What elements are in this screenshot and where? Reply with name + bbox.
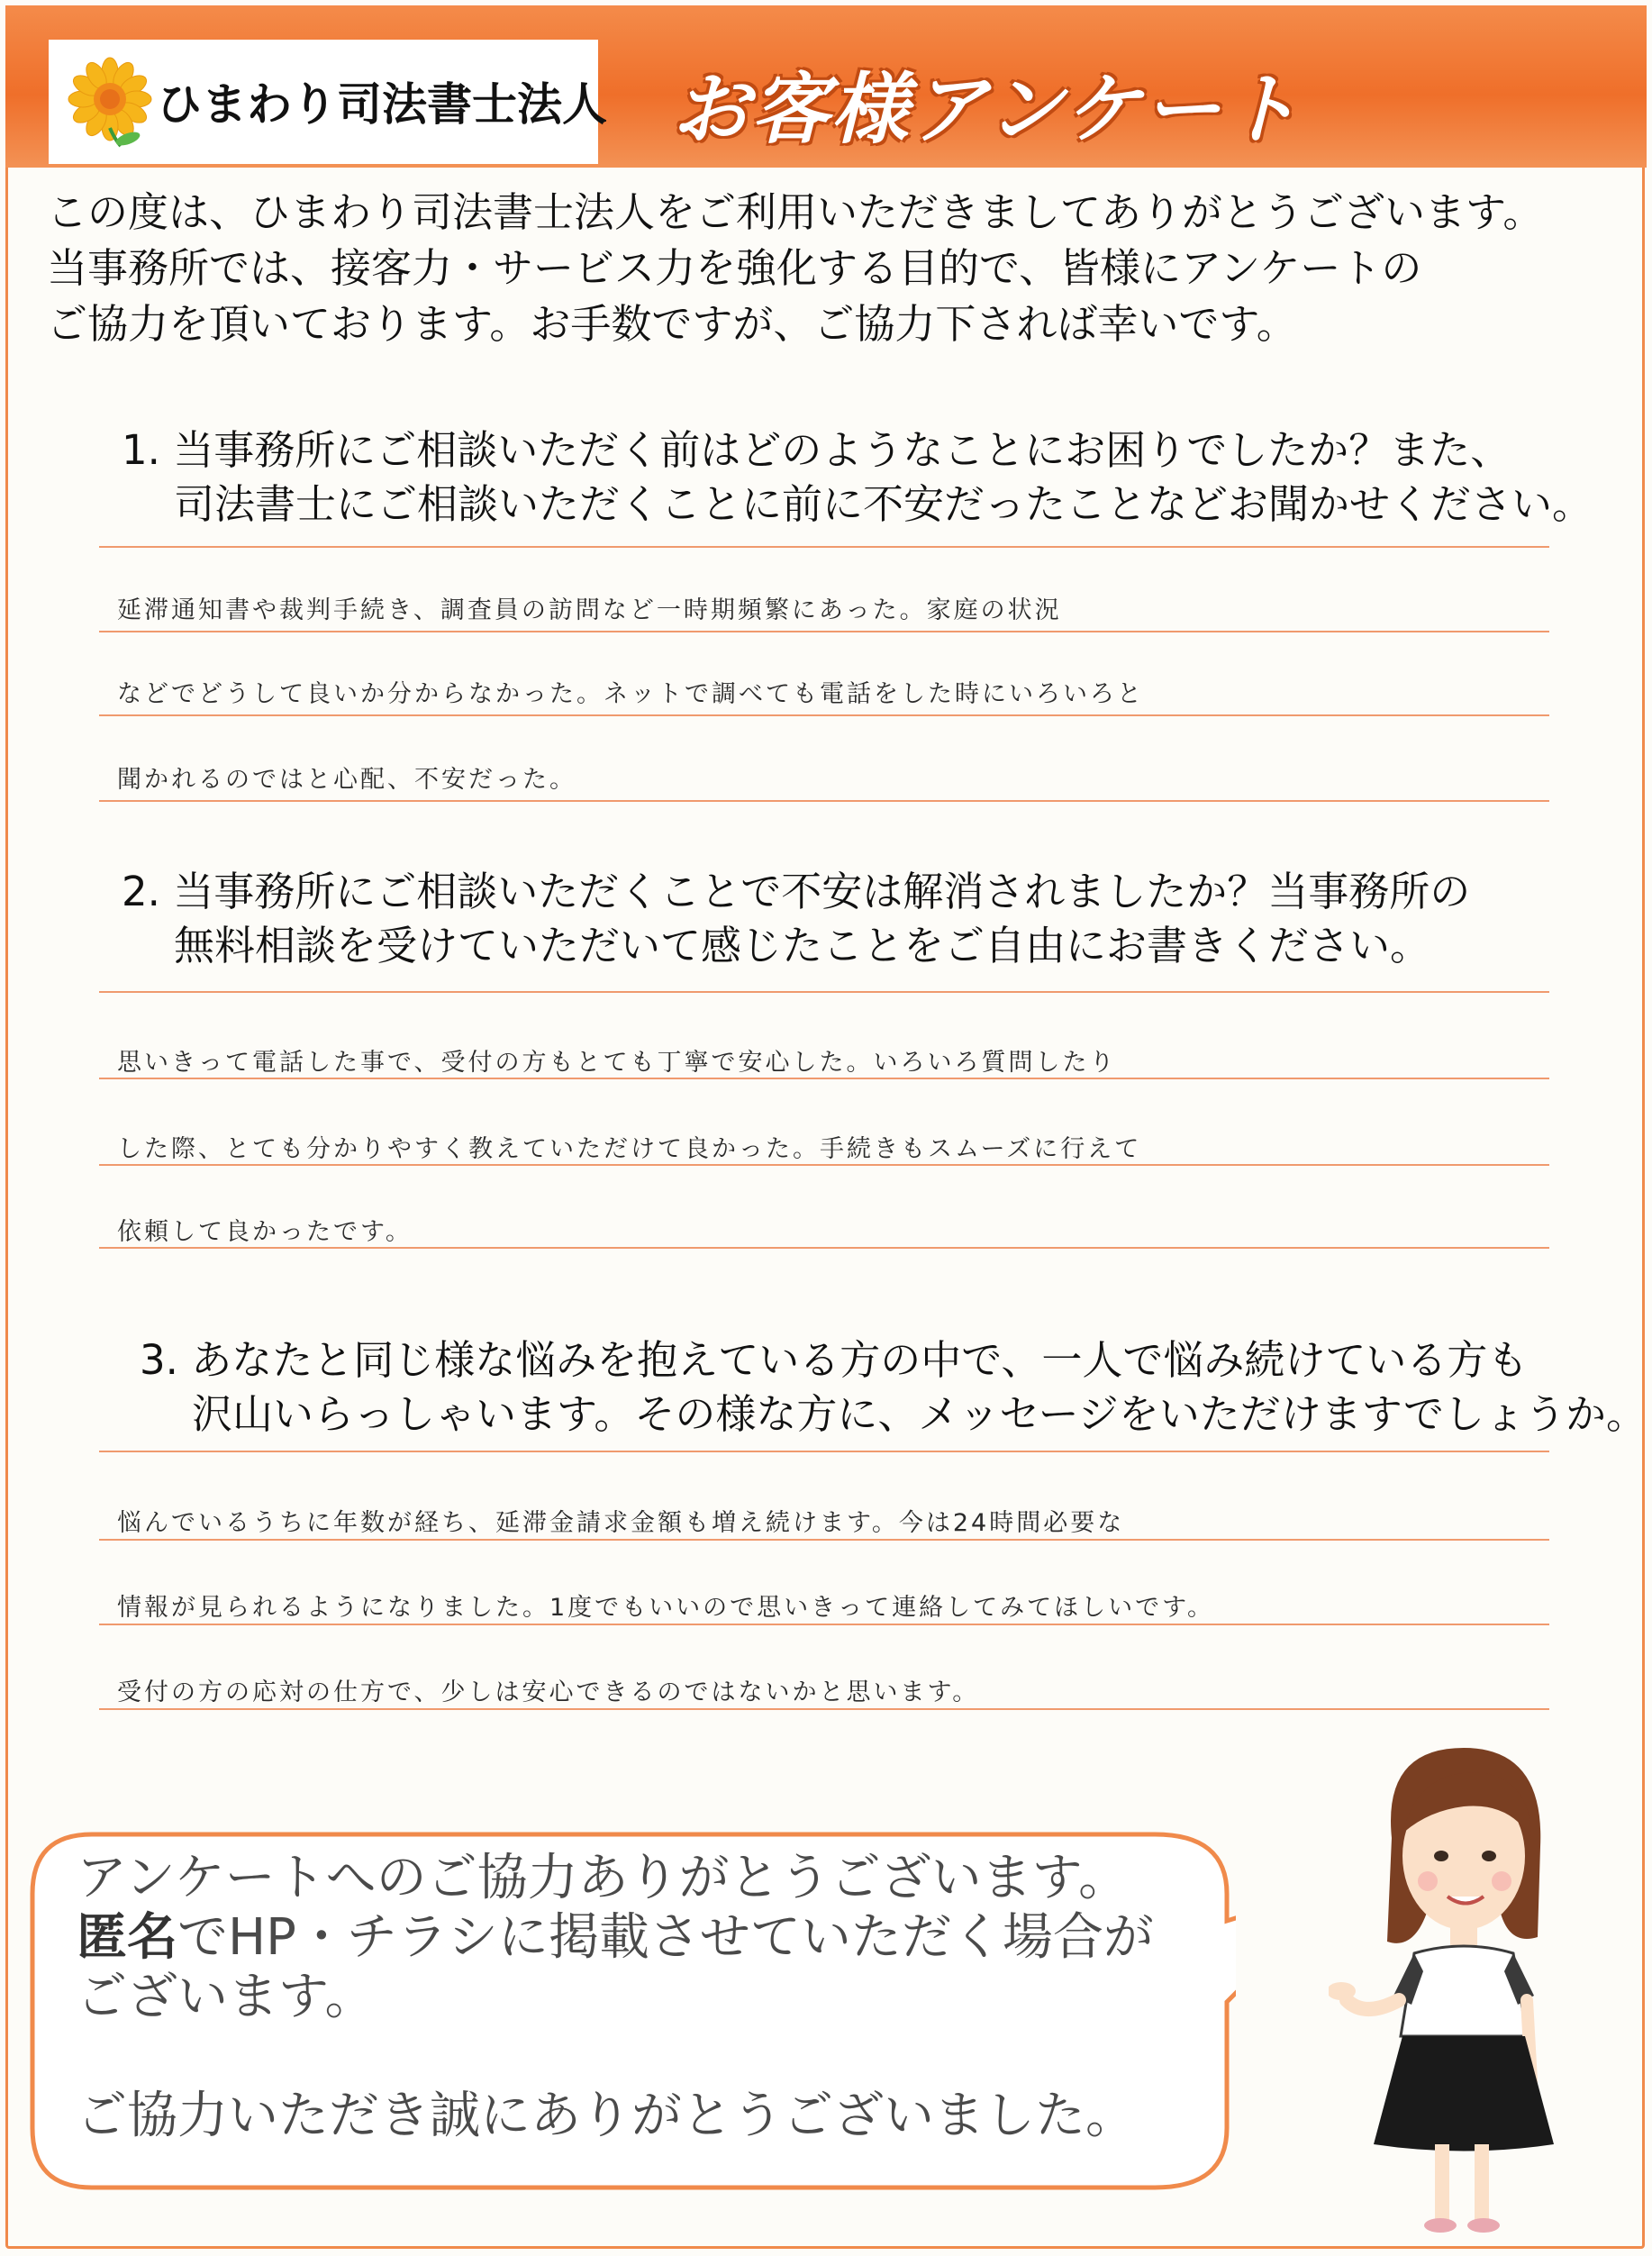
answer-line: した際、とても分かりやすく教えていただけて良かった。手続きもスムーズに行えて	[117, 1135, 1142, 1163]
sunflower-logo-icon	[65, 56, 155, 150]
intro-line: この度は、ひまわり司法書士法人をご利用いただきましてありがとうございます。	[47, 188, 1544, 236]
closing-line: ご協力いただき誠にありがとうございました。	[77, 2087, 1136, 2145]
answer-rule	[99, 800, 1549, 802]
question-3	[140, 1333, 1647, 1442]
divider	[99, 546, 1549, 548]
logo-box	[49, 40, 607, 164]
question-line: 沢山いらっしゃいます。その様な方に、メッセージをいただけますでしょうか。	[192, 1390, 1647, 1438]
answer-line: 思いきって電話した事で、受付の方もとても丁寧で安心した。いろいろ質問したり	[117, 1049, 1117, 1077]
intro-text	[47, 185, 1543, 352]
divider	[99, 991, 1549, 993]
anonymous-emphasis: 匿名	[77, 1908, 177, 1967]
closing-line: ございます。	[77, 1968, 376, 2026]
answer-line: 聞かれるのではと心配、不安だった。	[117, 766, 576, 794]
intro-line: ご協力を頂いております。お手数ですが、ご協力下されば幸いです。	[47, 300, 1297, 348]
header-banner	[5, 5, 1647, 168]
answer-line: 悩んでいるうちに年数が経ち、延滞金請求金額も増え続けます。今は24時間必要な	[117, 1509, 1125, 1537]
question-line: 2. 当事務所にご相談いただくことで不安は解消されましたか？当事務所の	[122, 868, 1471, 915]
question-line: 無料相談を受けていただいて感じたことをご自由にお書きください。	[174, 922, 1431, 969]
closing-message	[77, 1849, 1154, 2146]
answer-line: 情報が見られるようになりました。1度でもいいので思いきって連絡してみてほしいです。	[117, 1594, 1215, 1622]
page-title: お客様アンケート	[672, 65, 1302, 155]
question-line: 3. あなたと同じ様な悩みを抱えている方の中で、一人で悩み続けている方も	[140, 1336, 1529, 1384]
closing-line: 匿名でHP・チラシに掲載させていただく場合が	[77, 1908, 1154, 1967]
answer-line: 受付の方の応対の仕方で、少しは安心できるのではないかと思います。	[117, 1678, 980, 1706]
closing-line: アンケートへのご協力ありがとうございます。	[77, 1849, 1130, 1907]
answer-line: 延滞通知書や裁判手続き、調査員の訪問など一時期頻繁にあった。家庭の状況	[117, 596, 1062, 624]
org-name: ひまわり司法書士法人	[157, 78, 607, 131]
divider	[99, 1451, 1549, 1452]
answer-rule	[99, 1624, 1549, 1625]
answer-rule	[99, 1247, 1549, 1249]
answer-line: などでどうして良いか分からなかった。ネットで調べても電話をした時にいろいろと	[117, 680, 1144, 708]
answer-rule	[99, 714, 1549, 716]
question-2	[122, 865, 1470, 973]
answer-rule	[99, 1164, 1549, 1166]
woman-illustration	[1329, 1730, 1599, 2243]
question-line: 司法書士にご相談いただくことに前に不安だったことなどお聞かせください。	[174, 480, 1593, 528]
intro-line: 当事務所では、接客力・サービス力を強化する目的で、皆様にアンケートの	[47, 244, 1422, 292]
question-1	[122, 423, 1593, 532]
answer-rule	[99, 1539, 1549, 1541]
question-line: 1. 当事務所にご相談いただく前はどのようなことにお困りでしたか？また、	[122, 426, 1511, 474]
answer-rule	[99, 1708, 1549, 1710]
answer-rule	[99, 631, 1549, 632]
answer-rule	[99, 1078, 1549, 1079]
answer-line: 依頼して良かったです。	[117, 1218, 413, 1246]
